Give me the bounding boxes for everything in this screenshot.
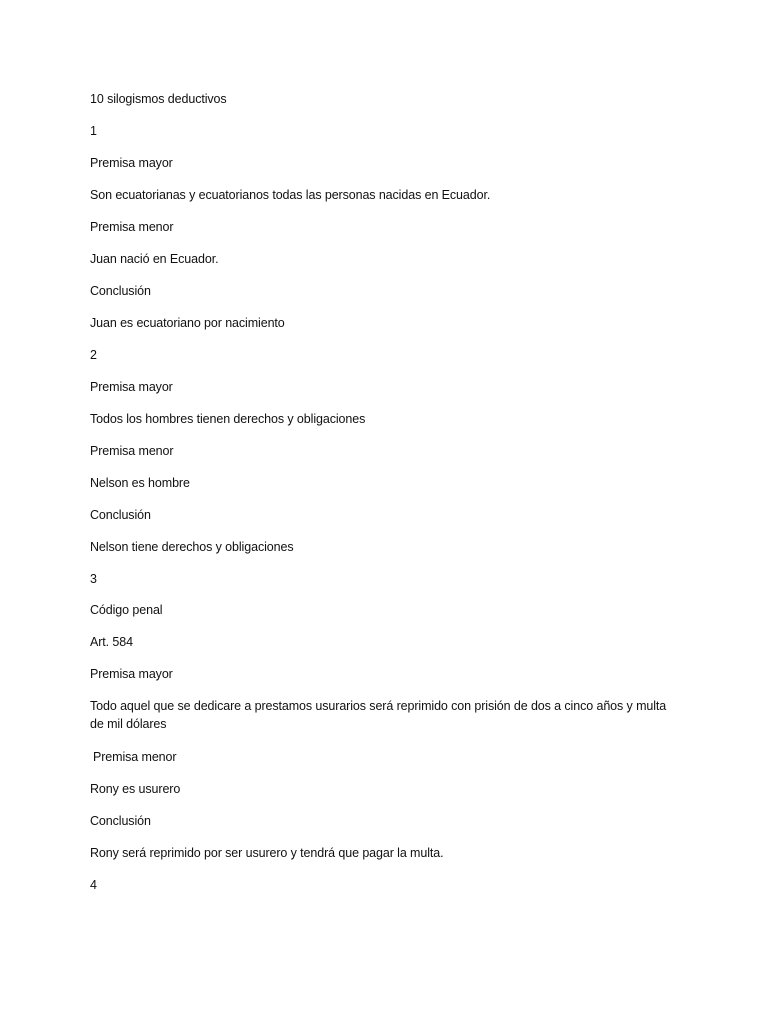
premise-text: Son ecuatorianas y ecuatorianos todas las personas nacidas en Ecuador.: [90, 188, 491, 202]
premise-text: Todo aquel que se dedicare a prestamos usurarios será reprimido con prisión de dos a cinco años y multa de mil dólares: [90, 699, 670, 731]
premise-text: Todos los hombres tienen derechos y obligaciones: [90, 412, 366, 426]
law-reference: Código penal: [90, 603, 163, 617]
syllogism-number: 4: [90, 878, 97, 892]
premise-text: Nelson es hombre: [90, 476, 190, 490]
conclusion-text: Nelson tiene derechos y obligaciones: [90, 540, 294, 554]
conclusion-label: Conclusión: [90, 814, 151, 828]
article-reference: Art. 584: [90, 635, 133, 649]
syllogism-number: 1: [90, 124, 97, 138]
premise-label: Premisa mayor: [90, 380, 173, 394]
syllogism-number: 3: [90, 572, 97, 586]
conclusion-text: Juan es ecuatoriano por nacimiento: [90, 316, 285, 330]
conclusion-label: Conclusión: [90, 284, 151, 298]
document-title: 10 silogismos deductivos: [90, 92, 227, 106]
premise-label: Premisa mayor: [90, 156, 173, 170]
premise-label: Premisa mayor: [90, 667, 173, 681]
premise-label: Premisa menor: [93, 750, 177, 764]
syllogism-number: 2: [90, 348, 97, 362]
premise-label: Premisa menor: [90, 220, 174, 234]
conclusion-label: Conclusión: [90, 508, 151, 522]
premise-text: Rony es usurero: [90, 782, 181, 796]
conclusion-text: Rony será reprimido por ser usurero y tendrá que pagar la multa.: [90, 846, 444, 860]
premise-text: Juan nació en Ecuador.: [90, 252, 219, 266]
premise-label: Premisa menor: [90, 444, 174, 458]
